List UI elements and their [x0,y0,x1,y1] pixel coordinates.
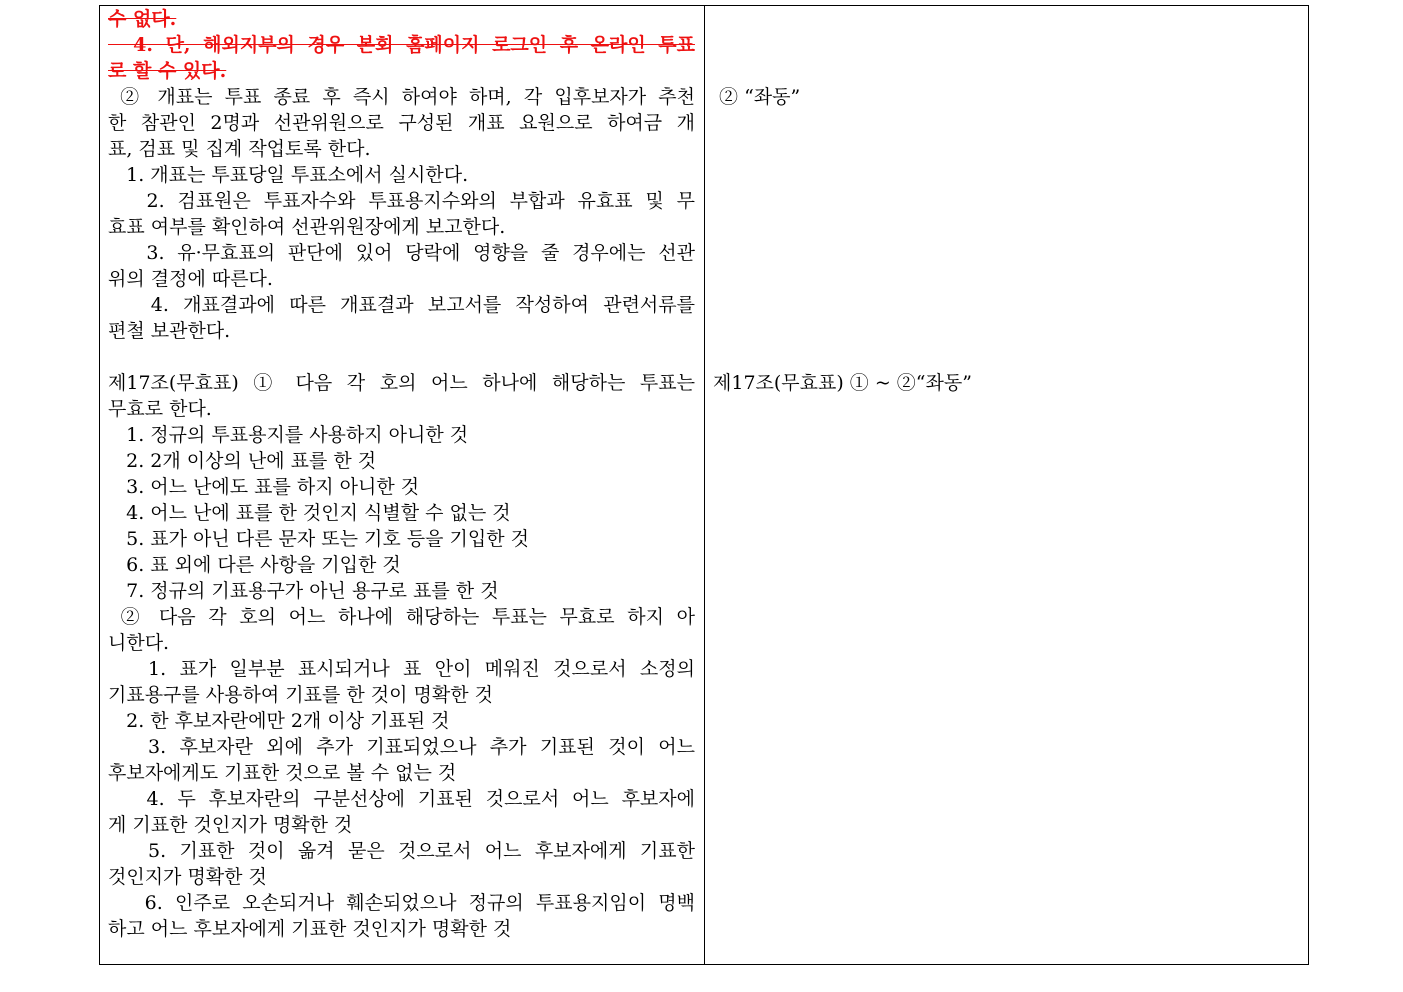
left-text-line: 효표 여부를 확인하여 선관위원장에게 보고한다. [108,216,506,238]
left-text-line: 니한다. [108,632,170,654]
left-text-line: 3. 후보자란 외에 추가 기표되었으나 추가 기표된 것이 어느 [108,736,695,758]
left-text-line: 1. 정규의 투표용지를 사용하지 아니한 것 [108,424,469,446]
left-text-line: 2. 2개 이상의 난에 표를 한 것 [108,450,377,472]
right-text-line: 제17조(무효표) ① ~ ②“좌동” [713,372,972,394]
comparison-table [99,5,1309,965]
left-text-line: 무효로 한다. [108,398,212,420]
right-text-line [713,110,1300,136]
left-text-line: 3. 어느 난에도 표를 하지 아니한 것 [108,476,420,498]
right-text-line: ② “좌동” [713,86,801,108]
right-text-line [713,162,1300,188]
left-text-line: 한 참관인 2명과 선관위원으로 구성된 개표 요원으로 하여금 개 [108,112,695,134]
left-text-line: ② 개표는 투표 종료 후 즉시 하여야 하며, 각 입후보자가 추천 [108,86,695,108]
right-text-line [713,318,1300,344]
left-column-current-text [100,6,705,964]
left-text-line: 6. 표 외에 다른 사항을 기입한 것 [108,554,401,576]
left-deleted-line: 수 없다. [108,8,177,30]
right-column-revised-text [705,6,1308,964]
left-text-line: 위의 결정에 따른다. [108,268,273,290]
right-text-line [713,32,1300,58]
left-text-line: 1. 개표는 투표당일 투표소에서 실시한다. [108,164,469,186]
right-text-line [713,266,1300,292]
right-text-line [713,136,1300,162]
left-deleted-line: 로 할 수 있다. [108,60,227,82]
left-text-line: 제17조(무효표) ① 다음 각 호의 어느 하나에 해당하는 투표는 [108,372,695,394]
left-text-line: 7. 정규의 기표용구가 아닌 용구로 표를 한 것 [108,580,499,602]
left-text-line: 5. 표가 아닌 다른 문자 또는 기호 등을 기입한 것 [108,528,529,550]
left-text-line: 4. 두 후보자란의 구분선상에 기표된 것으로서 어느 후보자에 [108,788,695,810]
left-text-line: 기표용구를 사용하여 기표를 한 것이 명확한 것 [108,684,493,706]
left-text-line [108,344,695,370]
left-text-line: 4. 개표결과에 따른 개표결과 보고서를 작성하여 관련서류를 [108,294,695,316]
left-text-line: 것인지가 명확한 것 [108,866,267,888]
left-text-line: 4. 어느 난에 표를 한 것인지 식별할 수 없는 것 [108,502,511,524]
right-text-line [713,292,1300,318]
left-text-line: 게 기표한 것인지가 명확한 것 [108,814,353,836]
left-text-line: 5. 기표한 것이 옮겨 묻은 것으로서 어느 후보자에게 기표한 [108,840,695,862]
right-text-line [713,214,1300,240]
right-text-line [713,58,1300,84]
right-text-line [713,188,1300,214]
left-deleted-line: 4. 단, 해외지부의 경우 본회 홈페이지 로그인 후 온라인 투표 [108,34,695,56]
left-text-line: 1. 표가 일부분 표시되거나 표 안이 메워진 것으로서 소정의 [108,658,695,680]
left-text-line: 6. 인주로 오손되거나 훼손되었으나 정규의 투표용지임이 명백 [108,892,695,914]
left-text-line: 표, 검표 및 집계 작업토록 한다. [108,138,371,160]
left-text-line: ② 다음 각 호의 어느 하나에 해당하는 투표는 무효로 하지 아 [108,606,695,628]
left-text-line: 2. 한 후보자란에만 2개 이상 기표된 것 [108,710,450,732]
right-text-line [713,344,1300,370]
left-text-line: 3. 유·무효표의 판단에 있어 당락에 영향을 줄 경우에는 선관 [108,242,695,264]
left-text-line: 편철 보관한다. [108,320,231,342]
left-text-line: 후보자에게도 기표한 것으로 볼 수 없는 것 [108,762,457,784]
left-text-line: 2. 검표원은 투표자수와 투표용지수와의 부합과 유효표 및 무 [108,190,695,212]
right-text-line [713,240,1300,266]
right-text-line [713,6,1300,32]
left-text-line: 하고 어느 후보자에게 기표한 것인지가 명확한 것 [108,918,512,940]
